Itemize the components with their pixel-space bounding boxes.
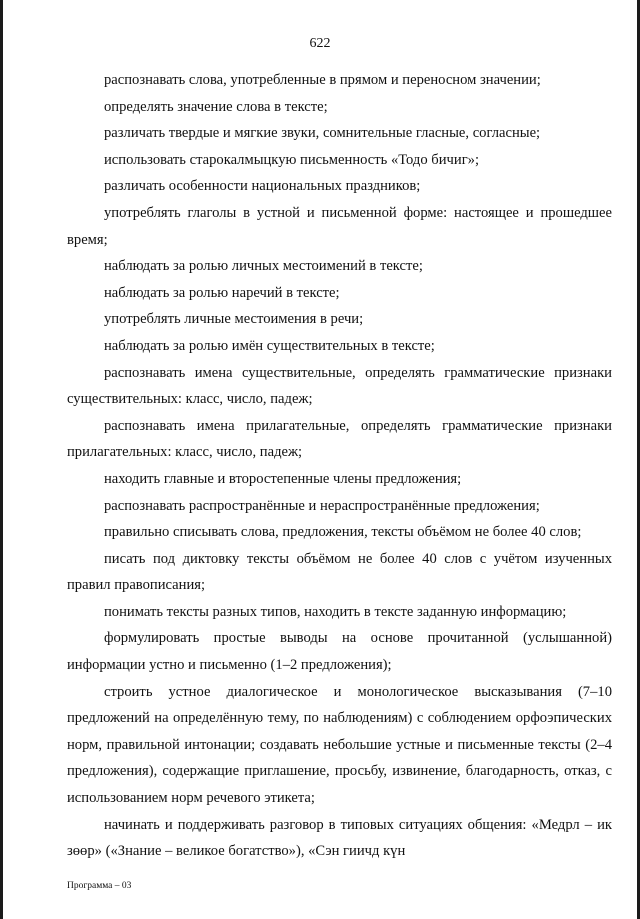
- paragraph: писать под диктовку тексты объёмом не более 40 слов с учётом изученных правил правописания;: [67, 550, 612, 594]
- paragraph: употреблять глаголы в устной и письменной форме: настоящее и прошедшее время;: [67, 204, 612, 248]
- paragraph: употреблять личные местоимения в речи;: [104, 311, 364, 328]
- page-number: 622: [309, 36, 331, 51]
- paragraph: распознавать имена существительные, определять грамматические признаки существительных: класс, число, падеж;: [67, 364, 612, 408]
- paragraph: формулировать простые выводы на основе прочитанной (услышанной) информации устно и письменно (1–2 предложения);: [67, 630, 612, 674]
- scan-border-left: [0, 0, 3, 919]
- paragraph: распознавать слова, употребленные в прямом и переносном значении;: [104, 72, 541, 88]
- paragraph: определять значение слова в тексте;: [104, 98, 328, 115]
- paragraph: начинать и поддерживать разговор в типовых ситуациях общения: «Медрл – ик зөөр» («Знание – великое богатство»), «Сэн гиичд күн: [67, 816, 612, 860]
- paragraph: правильно списывать слова, предложения, тексты объёмом не более 40 слов;: [104, 524, 582, 541]
- paragraph: наблюдать за ролью наречий в тексте;: [104, 284, 340, 301]
- paragraph: строить устное диалогическое и монологическое высказывания (7–10 предложений на определённую тему, по наблюдениям) с соблюдением орфоэпических норм, правильной интонации; создавать небольшие устные и письменные тексты (2–4 предложения), содержащие приглашение, просьбу, извинение, благодарность, отказ, с использованием норм речевого этикета;: [67, 683, 612, 807]
- document-body: [67, 67, 612, 865]
- paragraph: находить главные и второстепенные члены предложения;: [104, 470, 462, 487]
- paragraph: распознавать распространённые и нераспространённые предложения;: [104, 497, 540, 514]
- page-footer: Программа – 03: [67, 881, 132, 891]
- paragraph: наблюдать за ролью имён существительных в тексте;: [104, 337, 435, 354]
- paragraph: различать особенности национальных праздников;: [104, 178, 421, 195]
- paragraph: понимать тексты разных типов, находить в тексте заданную информацию;: [104, 603, 567, 620]
- paragraph: различать твердые и мягкие звуки, сомнительные гласные, согласные;: [104, 125, 541, 142]
- paragraph: распознавать имена прилагательные, определять грамматические признаки прилагательных: класс, число, падеж;: [67, 417, 612, 461]
- paragraph: использовать старокалмыцкую письменность «Тодо бичиг»;: [104, 151, 480, 168]
- paragraph: наблюдать за ролью личных местоимений в тексте;: [104, 258, 423, 275]
